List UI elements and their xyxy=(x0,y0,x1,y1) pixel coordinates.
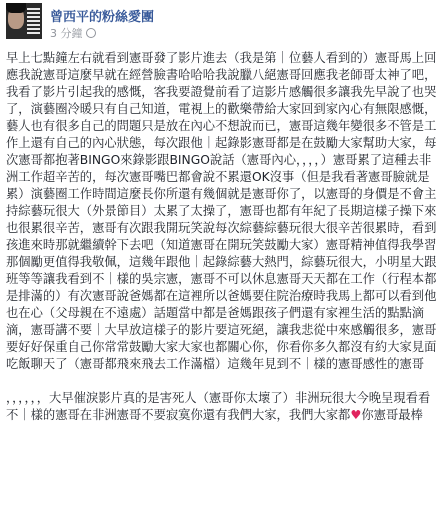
avatar-hair xyxy=(6,3,26,13)
page-avatar[interactable] xyxy=(6,3,42,39)
avatar-text-pattern xyxy=(27,8,40,34)
globe-icon xyxy=(86,28,96,38)
post-paragraph-2 xyxy=(6,390,438,424)
post-body xyxy=(6,50,438,424)
post-meta xyxy=(50,25,96,41)
post-paragraph-1: 早上七點鐘左右就看到憲哥發了影片進去（我是第｜位藝人看到的）憲哥馬上回應我說憲哥這麼早就在經營臉書哈哈哈我說臘八絕憲哥回應我老師哥太神了吧，我看了影片引起我的感慨，客我要證覺前看了這影片感觸很多讓我先早說了也哭了，演藝圈冷暖只有自己知道，電視上的歡樂帶給大家回到家內心有無限感慨，藝人也有很多自己的問題只是放在內心不想說而已，憲哥這幾年變很多不管是工作上還有自己的內心狀態，每次跟他｜起錄影憲哥都是在鼓勵大家幫助大家，每次憲哥都抱著BINGO來錄影跟BINGO說話（憲哥內心，，，，）憲哥累了這種去非洲工作超辛苦的，每次憲哥嘴巴都會說不累還OK沒事（但是我看著憲哥臉就是累）演藝圈工作時間這麼長你所還有幾個就是憲哥你了，以憲哥的身價是不會主持綜藝玩很大（外景節目）太累了太操了，憲哥也都有年紀了長期這樣子操下來也很累很辛苦，憲哥有次跟我開玩笑說每次綜藝綜藝玩很大很辛苦很累時，看到孩進來時那就繼續幹下去吧（知道憲哥在開玩笑鼓勵大家）憲哥精神值得我學習那個勵更值得我敬佩，這幾年跟他｜起錄綜藝大熱門，綜藝玩很大，小明星大跟班等等讓我看到不｜樣的吳宗憲，憲哥不可以休息憲哥天天都在工作（行程本都是排滿的）有次憲哥說爸媽都在這裡所以爸媽要住院治療時我馬上都可以看到他也在心（父母親在不遠處）話題當中都是爸媽跟孩子們還有家裡生活的點點滴滴，憲哥講不要｜大早放這樣子的影片要這死絕，讓我悲從中來感觸很多，憲哥要好好保重自己你常常鼓勵大家大家也都關心你，你看你多久都沒有約大家見面吃飯聊天了（憲哥都飛來飛去工作滿檔）這幾年見到不｜樣的憲哥感性的憲哥 xyxy=(6,51,437,371)
page-name-link[interactable]: 曾西平的粉絲愛團 xyxy=(50,10,155,25)
post-ending-text: 你憲哥最棒 xyxy=(361,408,423,422)
post-paragraph-2-text: ，，，，，，大早催淚影片真的是害死人（憲哥你太壞了）非洲玩很大今晚呈現看看不｜樣的憲哥在非洲憲哥不要寂寞你還有我們大家，我們大家都 xyxy=(6,391,431,422)
post-time[interactable]: 3 分鐘 xyxy=(50,27,83,40)
post-header xyxy=(0,0,444,44)
heart-icon: ♥ xyxy=(350,408,362,422)
